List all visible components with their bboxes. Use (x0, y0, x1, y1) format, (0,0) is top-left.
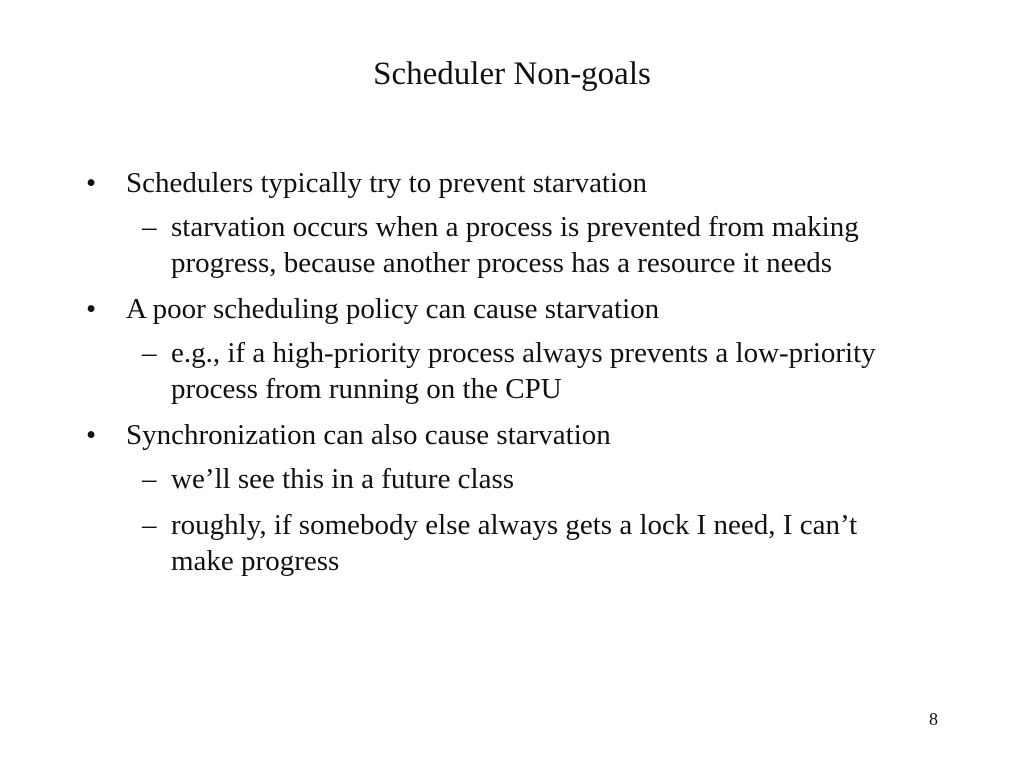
bullet-list (84, 165, 924, 589)
sub-bullet-item (126, 461, 924, 497)
page-number: 8 (929, 709, 938, 729)
sub-bullet-marker: – (142, 463, 157, 495)
sub-bullet-text: we’ll see this in a future class (171, 463, 515, 495)
sub-bullet-marker: – (142, 211, 157, 243)
slide-title: Scheduler Non-goals (373, 56, 651, 92)
bullet-marker: • (86, 293, 97, 325)
sub-bullet-text: roughly, if somebody else always gets a lock I need, I can’t make progress (171, 509, 858, 577)
sub-bullet-list (126, 335, 924, 407)
sub-bullet-text: starvation occurs when a process is prevented from making progress, because another process has a resource it needs (171, 211, 859, 279)
bullet-item (84, 417, 924, 579)
sub-bullet-list (126, 461, 924, 579)
sub-bullet-marker: – (142, 337, 157, 369)
bullet-marker: • (86, 167, 97, 199)
bullet-item (84, 165, 924, 281)
sub-bullet-item (126, 507, 924, 579)
sub-bullet-item (126, 335, 924, 407)
bullet-item (84, 291, 924, 407)
sub-bullet-text: e.g., if a high-priority process always prevents a low-priority process from running on the CPU (171, 337, 876, 405)
bullet-text: Schedulers typically try to prevent starvation (126, 167, 648, 199)
bullet-marker: • (86, 419, 97, 451)
sub-bullet-item (126, 209, 924, 281)
sub-bullet-list (126, 209, 924, 281)
bullet-text: A poor scheduling policy can cause starvation (126, 293, 660, 325)
bullet-text: Synchronization can also cause starvation (126, 419, 611, 451)
sub-bullet-marker: – (142, 509, 157, 541)
